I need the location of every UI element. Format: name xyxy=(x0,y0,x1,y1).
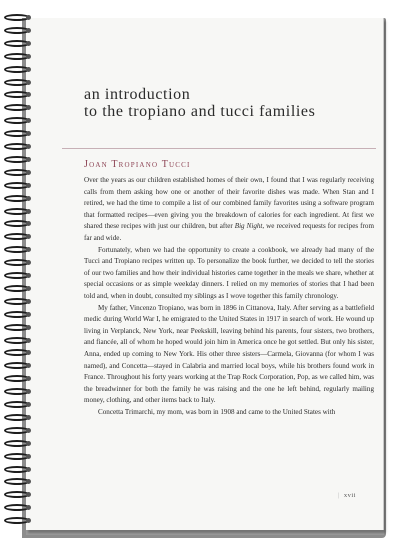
binding-hole xyxy=(26,492,31,497)
paragraph-2 xyxy=(84,245,374,303)
binding-hole xyxy=(26,80,31,85)
spiral-coil xyxy=(4,91,32,99)
binding-hole xyxy=(26,428,31,433)
binding-hole xyxy=(26,15,31,20)
chapter-title-line-2: to the tropiano and tucci families xyxy=(84,103,316,120)
binding-hole xyxy=(26,67,31,72)
binding-hole xyxy=(26,196,31,201)
spiral-coil xyxy=(4,143,32,151)
spiral-coil xyxy=(4,285,32,293)
paragraph-1-part-1: Over the years as our children established homes of their own, I found that I was regularly receiving calls from them asking how one or another of their favorite dishes was made. When Stan and I retired, we had the time to compile a list of our combined family favorites using a software program that formatted recipes—even giving you the breakdown of calories for each ingredient. At first we shared these recipes with just our children, but after xyxy=(84,176,374,231)
spiral-coil xyxy=(4,401,32,409)
spiral-coil xyxy=(4,66,32,74)
spiral-coil xyxy=(4,362,32,370)
binding-hole xyxy=(26,28,31,33)
spiral-coil xyxy=(4,427,32,435)
paragraph-3 xyxy=(84,303,374,407)
spiral-coil xyxy=(4,14,32,22)
spiral-coil xyxy=(4,466,32,474)
binding-hole xyxy=(26,105,31,110)
binding-hole xyxy=(26,260,31,265)
spiral-coil xyxy=(4,220,32,228)
spiral-coil xyxy=(4,453,32,461)
spiral-coil xyxy=(4,337,32,345)
chapter-title xyxy=(84,86,374,120)
spiral-coil xyxy=(4,104,32,112)
spiral-coil xyxy=(4,440,32,448)
binding-hole xyxy=(26,363,31,368)
binding-hole xyxy=(26,338,31,343)
spiral-coil xyxy=(4,504,32,512)
film-title: Big Night xyxy=(234,222,263,231)
binding-hole xyxy=(26,41,31,46)
page-number xyxy=(338,492,356,499)
binding-hole xyxy=(26,479,31,484)
paragraph-4 xyxy=(84,407,374,419)
binding-hole xyxy=(26,247,31,252)
spiral-coil xyxy=(4,246,32,254)
spiral-coil xyxy=(4,375,32,383)
binding-hole xyxy=(26,350,31,355)
binding-hole xyxy=(26,312,31,317)
binding-hole xyxy=(26,54,31,59)
binding-hole xyxy=(26,402,31,407)
spiral-coil xyxy=(4,79,32,87)
binding-hole xyxy=(26,209,31,214)
paragraph-1-part-2: , we received requests for recipes from far and wide. xyxy=(84,222,374,242)
binding-hole xyxy=(26,325,31,330)
spiral-coil xyxy=(4,182,32,190)
section-author: Joan Tropiano Tucci xyxy=(84,159,191,170)
spiral-coil xyxy=(4,517,32,525)
section-divider xyxy=(62,148,376,149)
paragraph-4-text: Concetta Trimarchi, my mom, was born in 1908 and came to the United States with xyxy=(98,407,336,416)
spiral-coil xyxy=(4,169,32,177)
binding-hole xyxy=(26,273,31,278)
binding-hole xyxy=(26,505,31,510)
spiral-coil xyxy=(4,491,32,499)
binding-hole xyxy=(26,118,31,123)
spiral-coil xyxy=(4,117,32,125)
spiral-coil xyxy=(4,53,32,61)
spiral-coil xyxy=(4,40,32,48)
binding-hole xyxy=(26,467,31,472)
paragraph-1 xyxy=(84,175,374,245)
spiral-coil xyxy=(4,195,32,203)
binding-hole xyxy=(26,183,31,188)
binding-hole xyxy=(26,144,31,149)
binding-hole xyxy=(26,131,31,136)
binding-hole xyxy=(26,376,31,381)
binding-hole xyxy=(26,454,31,459)
binding-hole xyxy=(26,286,31,291)
spiral-coil xyxy=(4,130,32,138)
binding-hole xyxy=(26,389,31,394)
paragraph-2-text: Fortunately, when we had the opportunity to create a cookbook, we already had many of the Tucci and Tropiano recipes written up. To personalize the book further, we decided to tell the stories of our two families and how their individual histories came together in the meals we share, whether at special occasions or as simple weekday dinners. I relied on my memories of stories that I had been told and, when in doubt, consulted my siblings as I wove together this family chronology. xyxy=(84,245,374,300)
spiral-coil xyxy=(4,298,32,306)
spiral-coil xyxy=(4,27,32,35)
chapter-title-line-1: an introduction xyxy=(84,86,191,103)
book-page xyxy=(26,18,384,530)
paragraph-3-text: My father, Vincenzo Tropiano, was born in 1896 in Cittanova, Italy. After serving as a battlefield medic during World War I, he emigrated to the United States in 1917 in search of work. He wound up living in Verplanck, New York, near Peekskill, leaving behind his parents, four sisters, two brothers, and fiancée, all of whom he hoped would join him in America once he got settled. But only his sister, Anna, ended up coming to New York. His other three sisters—Carmela, Giovanna (for whom I was named), and Concetta—stayed in Calabria and married local boys, while his brothers found work in France. Throughout his forty years working at the Trap Rock Corporation, Pop, as we called him, was the breadwinner for both the family he was raising and the one he left behind, regularly mailing money, clothing, and other items back to Italy. xyxy=(84,303,374,405)
binding-hole xyxy=(26,518,31,523)
page-number-separator: | xyxy=(338,492,340,499)
binding-hole xyxy=(26,92,31,97)
spiral-coil xyxy=(4,349,32,357)
spiral-coil xyxy=(4,324,32,332)
spiral-coil xyxy=(4,388,32,396)
spiral-coil xyxy=(4,259,32,267)
binding-hole xyxy=(26,170,31,175)
spiral-coil xyxy=(4,233,32,241)
binding-hole xyxy=(26,415,31,420)
binding-hole xyxy=(26,234,31,239)
spiral-coil xyxy=(4,156,32,164)
binding-hole xyxy=(26,157,31,162)
binding-hole xyxy=(26,299,31,304)
spiral-coil xyxy=(4,272,32,280)
page-number-text: xvii xyxy=(343,492,356,499)
spiral-coil xyxy=(4,414,32,422)
spiral-binding xyxy=(0,14,34,538)
spiral-coil xyxy=(4,478,32,486)
body-text xyxy=(84,175,374,418)
spiral-coil xyxy=(4,311,32,319)
binding-hole xyxy=(26,441,31,446)
binding-hole xyxy=(26,221,31,226)
spiral-coil xyxy=(4,208,32,216)
